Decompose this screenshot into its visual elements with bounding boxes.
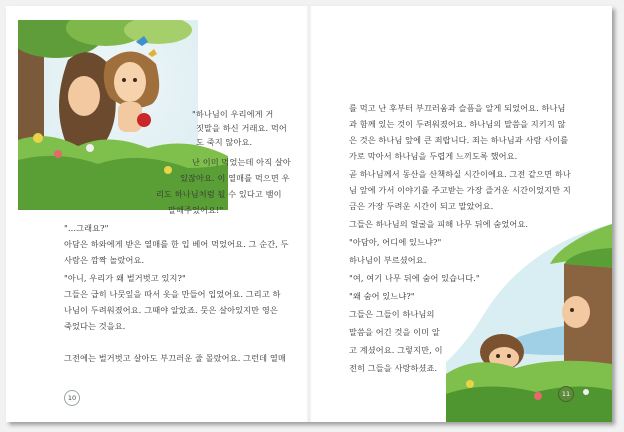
body-text-line: 가로 막아서 하나님을 두렵게 느끼도록 했어요. — [349, 151, 518, 161]
body-text-line: 그들은 급히 나뭇잎을 따서 옷을 만들어 입었어요. 그리고 하 — [64, 289, 281, 299]
body-text-line: 말해주었어요!" — [168, 205, 224, 215]
body-text-line: "아담아, 어디에 있느냐?" — [349, 237, 442, 247]
left-page — [6, 6, 309, 422]
body-text-line: "왜 숨어 있느냐?" — [349, 291, 415, 301]
body-text-line: 말씀을 어긴 것을 이미 알 — [349, 327, 440, 337]
book-spread — [6, 6, 612, 422]
body-text-line: "…그래요?" — [64, 223, 109, 233]
body-text-line: "여, 여기 나무 뒤에 숨어 있습니다." — [349, 273, 480, 283]
body-text-line: 를 먹고 난 후부터 부끄러움과 슬픔을 알게 되었어요. 하나님 — [349, 103, 566, 113]
body-text-line: 그들은 하나님의 얼굴을 피해 나무 뒤에 숨었어요. — [349, 219, 529, 229]
body-text-line: 님 앞에 가서 이야기를 주고받는 가장 즐거운 시간이었지만 지 — [349, 185, 571, 195]
body-text-line: 짓말을 하신 거래요. 먹어 — [196, 123, 287, 133]
body-text-line: 난 이미 먹었는데 아직 살아 — [192, 157, 291, 167]
body-text-line: 전히 그들을 사랑하셨죠. — [349, 363, 438, 373]
hiding-behind-tree-illustration — [446, 224, 612, 422]
page-number: 11 — [558, 386, 574, 402]
body-text-line: "아니, 우리가 왜 벌거벗고 있지?" — [64, 273, 186, 283]
body-text-line: 죽었다는 것을요. — [64, 321, 126, 331]
body-text-line: 곧 하나님께서 동산을 산책하실 시간이에요. 그전 같으면 하나 — [349, 169, 571, 179]
body-text-line: 아담은 하와에게 받은 열매를 한 입 베어 먹었어요. 그 순간, 두 — [64, 239, 289, 249]
body-text-line: 과 함께 있는 것이 두려워졌어요. 하나님의 말씀을 지키지 않 — [349, 119, 566, 129]
page-number: 10 — [64, 390, 80, 406]
body-text-line: 은 것은 하나님 앞에 큰 죄랍니다. 죄는 하나님과 사람 사이를 — [349, 135, 569, 145]
body-text-line: 금은 가장 두려운 시간이 되고 말았어요. — [349, 201, 494, 211]
body-text-line: 하나님이 부르셨어요. — [349, 255, 427, 265]
body-text-line: 나님이 두려워졌어요. 그때야 알았죠. 뭇은 살아있지만 영은 — [64, 305, 278, 315]
body-text-line: 있잖아요. 이 열매를 먹으면 우 — [180, 173, 290, 183]
body-text-line: 도 죽지 않아요. — [196, 137, 253, 147]
body-text-line: 그들은 그들이 하나님의 — [349, 309, 435, 319]
body-text-line: 사람은 깜짝 놀랐어요. — [64, 255, 145, 265]
body-text-line: 리도 하나님처럼 될 수 있다고 뱀이 — [156, 189, 282, 199]
body-text-line: 고 계셨어요. 그렇지만, 이 — [349, 345, 443, 355]
body-text-line: "하나님이 우리에게 거 — [192, 109, 274, 119]
body-text-line: 그전에는 벌거벗고 살아도 부끄러운 줄 몰랐어요. 그런데 열매 — [64, 353, 286, 363]
